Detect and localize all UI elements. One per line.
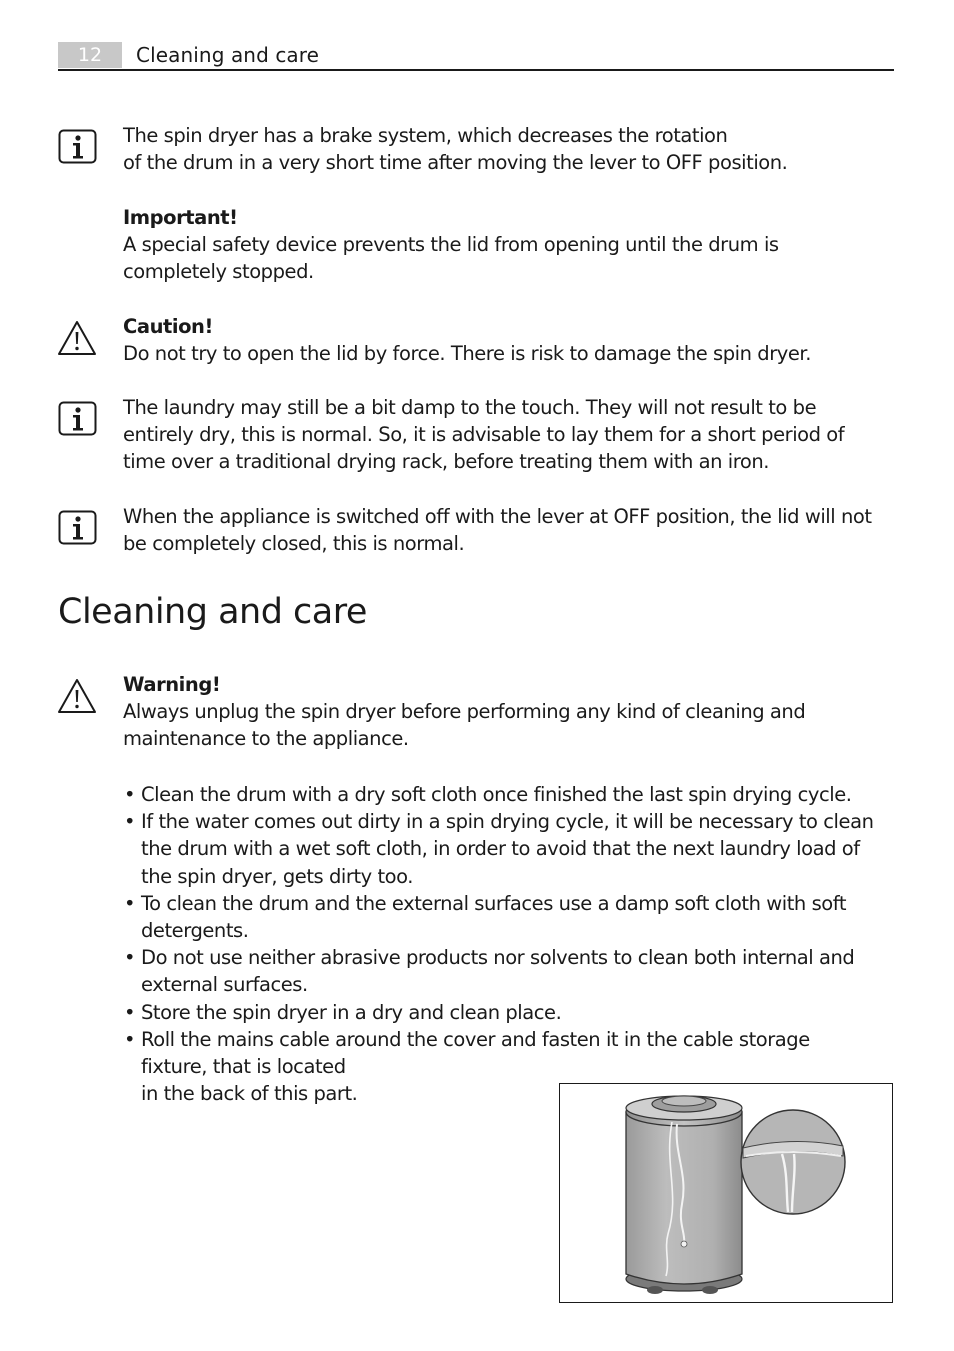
text-line: • To clean the drum and the external surfaces use a damp soft cloth with soft [141, 891, 847, 915]
text-line: the drum with a wet soft cloth, in order to avoid that the next laundry load of [141, 837, 860, 861]
info-icon [58, 129, 98, 165]
list-item [123, 890, 873, 944]
note-caution [123, 313, 811, 367]
spin-dryer-cable-storage-illustration [559, 1083, 893, 1303]
text-line: fixture, that is located [141, 1055, 346, 1079]
text-line: entirely dry, this is normal. So, it is advisable to lay them for a short period of [123, 423, 845, 447]
text-line: The spin dryer has a brake system, which decreases the rotation [123, 124, 728, 147]
text-line: Always unplug the spin dryer before performing any kind of cleaning and [123, 700, 806, 724]
cleaning-instructions-list [123, 781, 873, 1107]
text-line: • Roll the mains cable around the cover and fasten it in the cable storage [141, 1027, 810, 1051]
text-line: detergents. [141, 919, 249, 943]
text-line: • Do not use neither abrasive products nor solvents to clean both internal and [141, 946, 855, 970]
list-item [123, 781, 873, 808]
text-line: in the back of this part. [141, 1082, 358, 1106]
section-title: Cleaning and care [58, 592, 367, 632]
note-heading: Important! [123, 206, 238, 229]
info-icon [58, 401, 98, 437]
text-line: • If the water comes out dirty in a spin drying cycle, it will be necessary to clean [141, 810, 874, 834]
warning-triangle-icon [58, 320, 98, 356]
page-number: 12 [58, 42, 122, 68]
warning-heading: Warning! [123, 673, 221, 696]
text-line: be completely closed, this is normal. [123, 532, 465, 556]
text-line: • Store the spin dryer in a dry and clean place. [141, 1000, 562, 1024]
note-important [123, 204, 779, 286]
text-line: Do not try to open the lid by force. There is risk to damage the spin dryer. [123, 342, 811, 366]
warning-triangle-icon [58, 678, 98, 714]
text-line: the spin dryer, gets dirty too. [141, 864, 414, 888]
text-line: The laundry may still be a bit damp to the touch. They will not result to be [123, 396, 817, 419]
note-laundry-damp [123, 394, 844, 476]
spin-dryer-drawing [560, 1084, 891, 1301]
list-item [123, 808, 873, 890]
note-brake-system [123, 122, 787, 176]
info-icon [58, 510, 98, 546]
list-item [123, 999, 873, 1026]
note-heading: Caution! [123, 315, 213, 338]
text-line: of the drum in a very short time after moving the lever to OFF position. [123, 151, 788, 175]
text-line: maintenance to the appliance. [123, 727, 409, 751]
note-lid-not-closed [123, 503, 872, 557]
list-item [123, 944, 873, 998]
text-line: external surfaces. [141, 973, 308, 997]
text-line: • Clean the drum with a dry soft cloth once finished the last spin drying cycle. [141, 783, 852, 806]
text-line: completely stopped. [123, 260, 314, 284]
text-line: A special safety device prevents the lid from opening until the drum is [123, 233, 779, 257]
header-section-title: Cleaning and care [136, 43, 320, 67]
page-header [58, 42, 894, 71]
text-line: When the appliance is switched off with the lever at OFF position, the lid will not [123, 505, 872, 528]
warning-unplug [123, 671, 805, 753]
text-line: time over a traditional drying rack, before treating them with an iron. [123, 450, 770, 474]
